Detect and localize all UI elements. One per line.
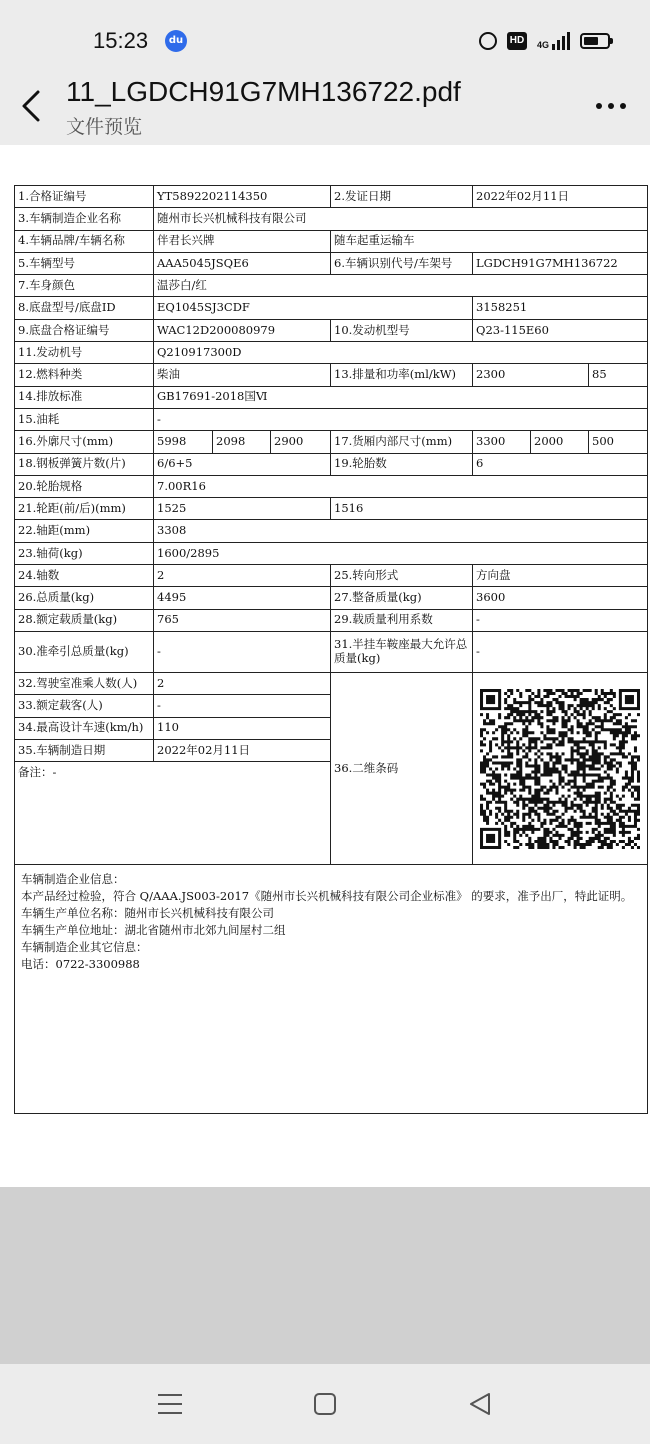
cert-value: 6/6+5 [154, 453, 331, 475]
cert-label: 1.合格证编号 [15, 186, 154, 208]
status-icons [479, 30, 610, 52]
cert-value: Q23-115E60 [473, 319, 648, 341]
hd-icon: HD [507, 32, 527, 50]
cert-value: 2098 [213, 431, 271, 453]
baidu-icon: du [165, 30, 187, 52]
cert-label: 34.最高设计车速(km/h) [15, 717, 154, 739]
status-time: 15:23 [93, 28, 149, 53]
info-line: 车辆生产单位名称：随州市长兴机械科技有限公司 [21, 906, 274, 921]
cert-label: 30.准牵引总质量(kg) [15, 631, 154, 672]
cert-label: 23.轴荷(kg) [15, 542, 154, 564]
back-button[interactable] [18, 88, 48, 124]
table-row [15, 453, 648, 475]
back-triangle-icon [462, 1386, 498, 1422]
cert-label: 9.底盘合格证编号 [15, 319, 154, 341]
cert-value: LGDCH91G7MH136722 [473, 252, 648, 274]
table-row [15, 342, 648, 364]
cert-value: - [154, 695, 331, 717]
cert-label: 25.转向形式 [331, 565, 473, 587]
cert-label: 8.底盘型号/底盘ID [15, 297, 154, 319]
pdf-page[interactable] [0, 145, 650, 1187]
cert-value: 2022年02月11日 [473, 186, 648, 208]
alarm-icon [479, 32, 497, 50]
table-row [15, 230, 648, 252]
cert-value: 500 [589, 431, 648, 453]
info-line: 车辆制造企业信息： [21, 872, 125, 887]
cert-label: 7.车身颜色 [15, 275, 154, 297]
info-line: 电话：0722-3300988 [21, 957, 140, 972]
chevron-left-icon [18, 88, 48, 124]
cert-value: 2900 [271, 431, 331, 453]
cert-value: - [154, 631, 331, 672]
cert-value: 3300 [473, 431, 531, 453]
more-options-button[interactable] [596, 96, 632, 116]
cert-label: 11.发动机号 [15, 342, 154, 364]
home-button[interactable] [307, 1386, 343, 1422]
cert-value: 随车起重运输车 [331, 230, 648, 252]
table-row [15, 672, 648, 694]
table-row [15, 431, 648, 453]
table-row [15, 364, 648, 386]
cert-label: 19.轮胎数 [331, 453, 473, 475]
cert-label: 26.总质量(kg) [15, 587, 154, 609]
cert-value: 110 [154, 717, 331, 739]
cert-value: 伴君长兴牌 [154, 230, 331, 252]
table-row [15, 498, 648, 520]
network-label: 4G [536, 40, 549, 50]
cert-value: 6 [473, 453, 648, 475]
system-back-button[interactable] [462, 1386, 498, 1422]
table-row [15, 275, 648, 297]
qr-code-icon [480, 689, 640, 849]
cert-label: 29.载质量利用系数 [331, 609, 473, 631]
table-row [15, 631, 648, 672]
cert-value: 柴油 [154, 364, 331, 386]
cert-label: 5.车辆型号 [15, 252, 154, 274]
info-line: 车辆生产单位地址：湖北省随州市北郊九间屋村二组 [21, 923, 286, 938]
cert-value: 温莎白/红 [154, 275, 648, 297]
cert-label: 28.额定载质量(kg) [15, 609, 154, 631]
app-bar [0, 70, 650, 145]
remarks: 备注：- [15, 762, 331, 865]
cert-value: - [473, 609, 648, 631]
cert-label: 16.外廓尺寸(mm) [15, 431, 154, 453]
info-line: 车辆制造企业其它信息： [21, 940, 148, 955]
cert-value: 2022年02月11日 [154, 739, 331, 761]
cert-value: 765 [154, 609, 331, 631]
info-line: 本产品经过检验，符合 Q/AAA.JS003-2017《随州市长兴机械科技有限公司企业标准》 的要求，准予出厂，特此证明。 [21, 889, 633, 904]
cert-value: 3308 [154, 520, 648, 542]
cert-value: 5998 [154, 431, 213, 453]
manufacturer-info [15, 865, 648, 1114]
table-row [15, 186, 648, 208]
file-subtitle: 文件预览 [66, 116, 143, 138]
table-row [15, 542, 648, 564]
cert-value: 2 [154, 565, 331, 587]
cert-value: 3600 [473, 587, 648, 609]
cert-value: 2 [154, 672, 331, 694]
cert-value: 1525 [154, 498, 331, 520]
cert-value: 2300 [473, 364, 589, 386]
qr-code-cell [473, 672, 648, 864]
table-row [15, 565, 648, 587]
viewer-background [0, 1187, 650, 1364]
cert-value: Q210917300D [154, 342, 648, 364]
recent-apps-button[interactable] [152, 1386, 188, 1422]
cert-label: 32.驾驶室准乘人数(人) [15, 672, 154, 694]
table-row [15, 386, 648, 408]
cert-label: 2.发证日期 [331, 186, 473, 208]
table-row [15, 475, 648, 497]
more-dot [620, 103, 626, 109]
cert-value: - [473, 631, 648, 672]
table-row [15, 252, 648, 274]
cert-label: 3.车辆制造企业名称 [15, 208, 154, 230]
table-row [15, 609, 648, 631]
cert-label: 4.车辆品牌/车辆名称 [15, 230, 154, 252]
cert-value: 方向盘 [473, 565, 648, 587]
table-row [15, 520, 648, 542]
table-row [15, 297, 648, 319]
more-dot [608, 103, 614, 109]
cert-value: 4495 [154, 587, 331, 609]
signal-icon [537, 32, 570, 50]
cert-label: 20.轮胎规格 [15, 475, 154, 497]
table-row [15, 408, 648, 430]
menu-lines-icon [152, 1386, 188, 1422]
certificate-table [14, 185, 648, 1114]
cert-label: 10.发动机型号 [331, 319, 473, 341]
cert-label: 6.车辆识别代号/车架号 [331, 252, 473, 274]
cert-value: 3158251 [473, 297, 648, 319]
cert-label: 15.油耗 [15, 408, 154, 430]
cert-label: 17.货厢内部尺寸(mm) [331, 431, 473, 453]
more-dots-icon [596, 103, 602, 109]
cert-label: 24.轴数 [15, 565, 154, 587]
cert-value: 随州市长兴机械科技有限公司 [154, 208, 648, 230]
cert-value: YT5892202114350 [154, 186, 331, 208]
battery-icon [580, 33, 610, 49]
cert-label: 31.半挂车鞍座最大允许总质量(kg) [331, 631, 473, 672]
cert-label: 22.轴距(mm) [15, 520, 154, 542]
table-row [15, 319, 648, 341]
cert-label: 13.排量和功率(ml/kW) [331, 364, 473, 386]
cert-value: AAA5045JSQE6 [154, 252, 331, 274]
cert-value: EQ1045SJ3CDF [154, 297, 473, 319]
status-bar [0, 0, 650, 80]
cert-label: 35.车辆制造日期 [15, 739, 154, 761]
cert-value: 1516 [331, 498, 648, 520]
cert-label: 18.钢板弹簧片数(片) [15, 453, 154, 475]
cert-label: 14.排放标准 [15, 386, 154, 408]
cert-value: 7.00R16 [154, 475, 648, 497]
table-row [15, 587, 648, 609]
cert-value: 2000 [531, 431, 589, 453]
cert-value: WAC12D200080979 [154, 319, 331, 341]
cert-value: GB17691-2018国Ⅵ [154, 386, 648, 408]
table-row [15, 208, 648, 230]
cert-label: 33.额定载客(人) [15, 695, 154, 717]
cert-value: - [154, 408, 648, 430]
cert-label: 21.轮距(前/后)(mm) [15, 498, 154, 520]
cert-label: 27.整备质量(kg) [331, 587, 473, 609]
table-row [15, 865, 648, 1114]
system-nav-bar [0, 1364, 650, 1444]
cert-label: 12.燃料种类 [15, 364, 154, 386]
file-title: 11_LGDCH91G7MH136722.pdf [66, 76, 461, 107]
cert-value: 1600/2895 [154, 542, 648, 564]
cert-value: 85 [589, 364, 648, 386]
qr-label: 36.二维条码 [331, 672, 473, 864]
home-square-icon [307, 1386, 343, 1422]
